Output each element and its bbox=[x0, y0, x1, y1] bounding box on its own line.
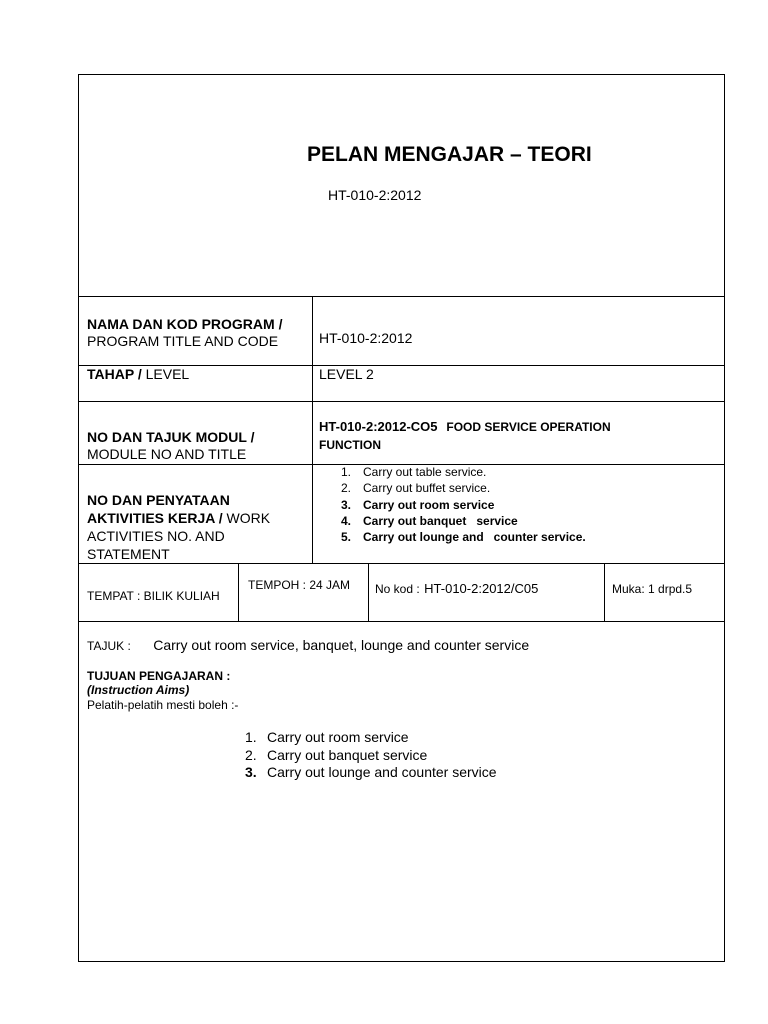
tujuan-subheading: (Instruction Aims) bbox=[87, 683, 190, 697]
aim-number: 3. bbox=[245, 764, 257, 781]
activity-text: Carry out buffet service. bbox=[363, 481, 491, 496]
aim-text: Carry out lounge and counter service bbox=[267, 764, 497, 781]
activity-number: 5. bbox=[341, 530, 352, 545]
level-value: LEVEL 2 bbox=[319, 366, 374, 382]
module-value: HT-010-2:2012-CO5 FOOD SERVICE OPERATION FUNCTION bbox=[319, 419, 611, 452]
activity-text: Carry out lounge and counter service. bbox=[363, 530, 586, 545]
aim-item bbox=[245, 747, 497, 765]
kod-text: No kod : HT-010-2:2012/C05 bbox=[375, 581, 539, 596]
activity-item bbox=[341, 513, 586, 529]
tempat-text: TEMPAT : BILIK KULIAH bbox=[87, 589, 220, 603]
aim-text: Carry out room service bbox=[267, 729, 409, 745]
aim-item bbox=[245, 764, 497, 782]
activity-text: Carry out banquet service bbox=[363, 513, 518, 528]
activities-label: NO DAN PENYATAAN AKTIVITIES KERJA / WORK ACTIVITIES NO. AND STATEMENT bbox=[87, 492, 271, 562]
tujuan-heading: TUJUAN PENGAJARAN : bbox=[87, 669, 231, 683]
activity-item bbox=[341, 480, 586, 496]
activity-number: 1. bbox=[341, 465, 352, 479]
activity-text: Carry out room service bbox=[363, 497, 495, 512]
activity-number: 2. bbox=[341, 481, 352, 496]
divider-info bbox=[79, 621, 724, 622]
activities-list bbox=[341, 464, 586, 545]
aim-number: 1. bbox=[245, 729, 257, 745]
activity-item bbox=[341, 529, 586, 545]
tempoh-text: TEMPOH : 24 JAM bbox=[248, 578, 351, 592]
aim-number: 2. bbox=[245, 746, 257, 763]
info-divider-3 bbox=[604, 563, 605, 621]
program-label: NAMA DAN KOD PROGRAM / PROGRAM TITLE AND CODE bbox=[87, 316, 283, 349]
tajuk-row bbox=[87, 637, 529, 655]
aim-text: Carry out banquet service bbox=[267, 746, 428, 763]
activity-number: 3. bbox=[341, 497, 352, 512]
tajuk-label: TAJUK : bbox=[87, 639, 131, 653]
column-divider bbox=[312, 296, 313, 563]
tujuan-intro: Pelatih-pelatih mesti boleh :- bbox=[87, 698, 239, 712]
activity-number: 4. bbox=[341, 513, 352, 528]
divider-activities bbox=[79, 563, 724, 564]
aim-item bbox=[245, 729, 497, 747]
module-label: NO DAN TAJUK MODUL / MODULE NO AND TITLE bbox=[87, 429, 255, 462]
header-code: HT-010-2:2012 bbox=[328, 187, 422, 203]
divider-level bbox=[79, 401, 724, 402]
muka-text: Muka: 1 drpd.5 bbox=[612, 582, 693, 596]
aims-list bbox=[245, 729, 497, 782]
info-divider-2 bbox=[368, 563, 369, 621]
activity-item bbox=[341, 497, 586, 513]
activity-item bbox=[341, 464, 586, 480]
lesson-plan-frame bbox=[78, 74, 725, 962]
level-label: TAHAP / LEVEL bbox=[87, 366, 190, 382]
page-title: PELAN MENGAJAR – TEORI bbox=[307, 143, 592, 166]
divider-header bbox=[79, 296, 724, 297]
program-value: HT-010-2:2012 bbox=[319, 330, 413, 346]
info-divider-1 bbox=[238, 563, 239, 621]
tajuk-value: Carry out room service, banquet, lounge and counter service bbox=[153, 637, 530, 653]
activity-text: Carry out table service. bbox=[363, 465, 487, 479]
